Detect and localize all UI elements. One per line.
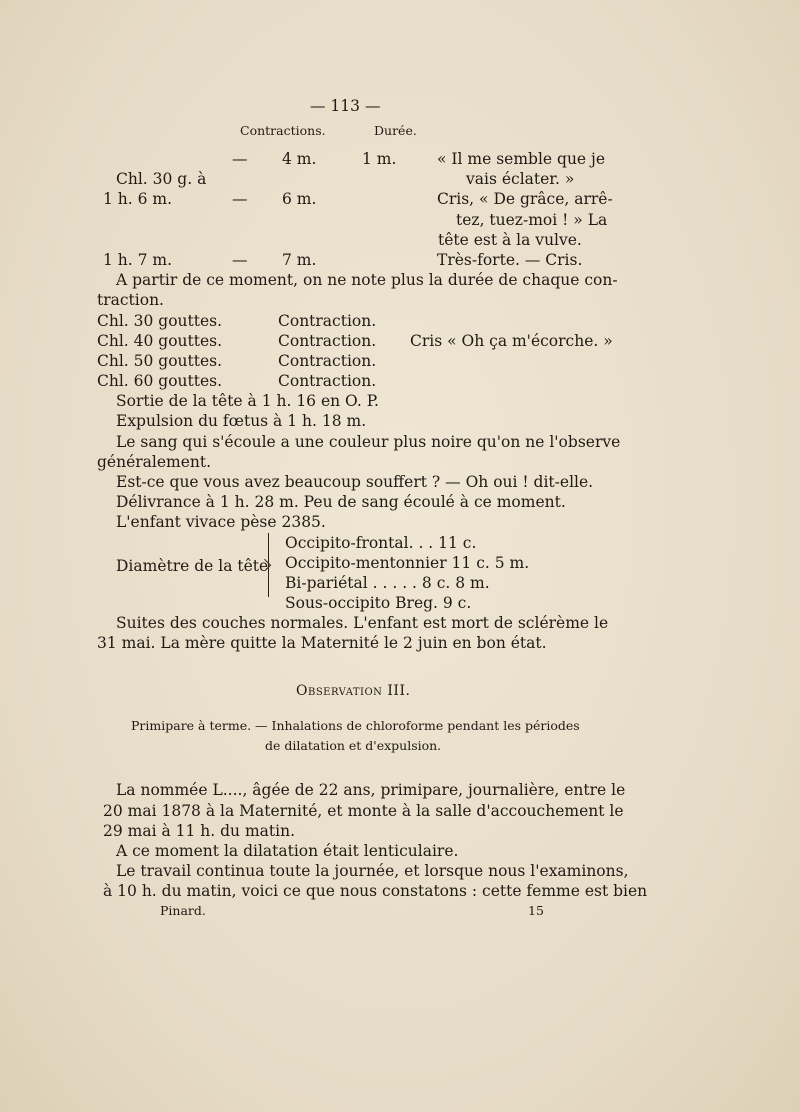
dose-event: Contraction. [278, 352, 377, 370]
timeline-note: tête est à la vulve. [438, 231, 582, 249]
timeline-dash: — [232, 251, 248, 269]
body-line: La nommée L...., âgée de 22 ans, primipare, journalière, entre le [116, 781, 626, 799]
timeline-label: 1 h. 7 m. [103, 251, 173, 269]
diameter-item: Occipito-frontal. . . 11 c. [285, 534, 477, 552]
event-line: Le sang qui s'écoule a une couleur plus noire qu'on ne l'observe [116, 433, 621, 451]
paragraph-line: Suites des couches normales. L'enfant est mort de sclérème le [116, 614, 609, 632]
timeline-note: « Il me semble que je [437, 150, 606, 168]
body-line: 29 mai à 11 h. du matin. [103, 822, 295, 840]
timeline-note: Cris, « De grâce, arrê- [437, 190, 613, 208]
column-header-contractions: Contractions. [240, 123, 326, 138]
timeline-note: Très-forte. — Cris. [437, 251, 583, 269]
timeline-contraction: 4 m. [282, 150, 317, 168]
body-line: Le travail continua toute la journée, et lorsque nous l'examinons, [116, 862, 629, 880]
dose-event: Contraction. [278, 312, 377, 330]
timeline-note: tez, tuez-moi ! » La [456, 211, 608, 229]
page-number: — 113 — [310, 97, 381, 115]
footer-author: Pinard. [160, 903, 206, 918]
timeline-dash: — [232, 150, 248, 168]
diameter-item: Occipito-mentonnier 11 c. 5 m. [285, 554, 530, 572]
body-line: 20 mai 1878 à la Maternité, et monte à la salle d'accouchement le [103, 802, 624, 820]
event-line: Est-ce que vous avez beaucoup souffert ? — Oh oui ! dit-elle. [116, 473, 594, 491]
column-header-duree: Durée. [374, 123, 417, 138]
event-line: L'enfant vivace pèse 2385. [116, 513, 326, 531]
paragraph-line: traction. [97, 291, 164, 309]
paragraph-line: A partir de ce moment, on ne note plus la durée de chaque con- [116, 271, 618, 289]
observation-title: Observation III. [296, 683, 411, 699]
timeline-label: 1 h. 6 m. [103, 190, 173, 208]
observation-subtitle: de dilatation et d'expulsion. [265, 738, 442, 753]
diameter-item: Bi-pariétal . . . . . 8 c. 8 m. [285, 574, 490, 592]
dose-note: Cris « Oh ça m'écorche. » [410, 332, 613, 350]
timeline-contraction: 7 m. [282, 251, 317, 269]
timeline-dash: — [232, 190, 248, 208]
dose-label: Chl. 60 gouttes. [97, 372, 223, 390]
body-line: à 10 h. du matin, voici ce que nous constatons : cette femme est bien [103, 882, 648, 900]
dose-event: Contraction. [278, 372, 377, 390]
dose-label: Chl. 30 gouttes. [97, 312, 223, 330]
dose-label: Chl. 40 gouttes. [97, 332, 223, 350]
body-line: A ce moment la dilatation était lenticulaire. [116, 842, 459, 860]
footer-signature: 15 [528, 903, 544, 918]
timeline-label: Chl. 30 g. à [116, 170, 207, 188]
observation-subtitle: Primipare à terme. — Inhalations de chloroforme pendant les périodes [131, 718, 580, 733]
paragraph-line: 31 mai. La mère quitte la Maternité le 2 juin en bon état. [97, 634, 547, 652]
event-line: Sortie de la tête à 1 h. 16 en O. P. [116, 392, 379, 410]
diameter-label: Diamètre de la tête [116, 557, 269, 575]
timeline-contraction: 6 m. [282, 190, 317, 208]
timeline-note: vais éclater. » [466, 170, 575, 188]
dose-event: Contraction. [278, 332, 377, 350]
event-line: Délivrance à 1 h. 28 m. Peu de sang écoulé à ce moment. [116, 493, 566, 511]
dose-label: Chl. 50 gouttes. [97, 352, 223, 370]
event-line: Expulsion du fœtus à 1 h. 18 m. [116, 412, 367, 430]
timeline-duration: 1 m. [362, 150, 397, 168]
event-line: généralement. [97, 453, 212, 471]
diameter-item: Sous-occipito Breg. 9 c. [285, 594, 472, 612]
